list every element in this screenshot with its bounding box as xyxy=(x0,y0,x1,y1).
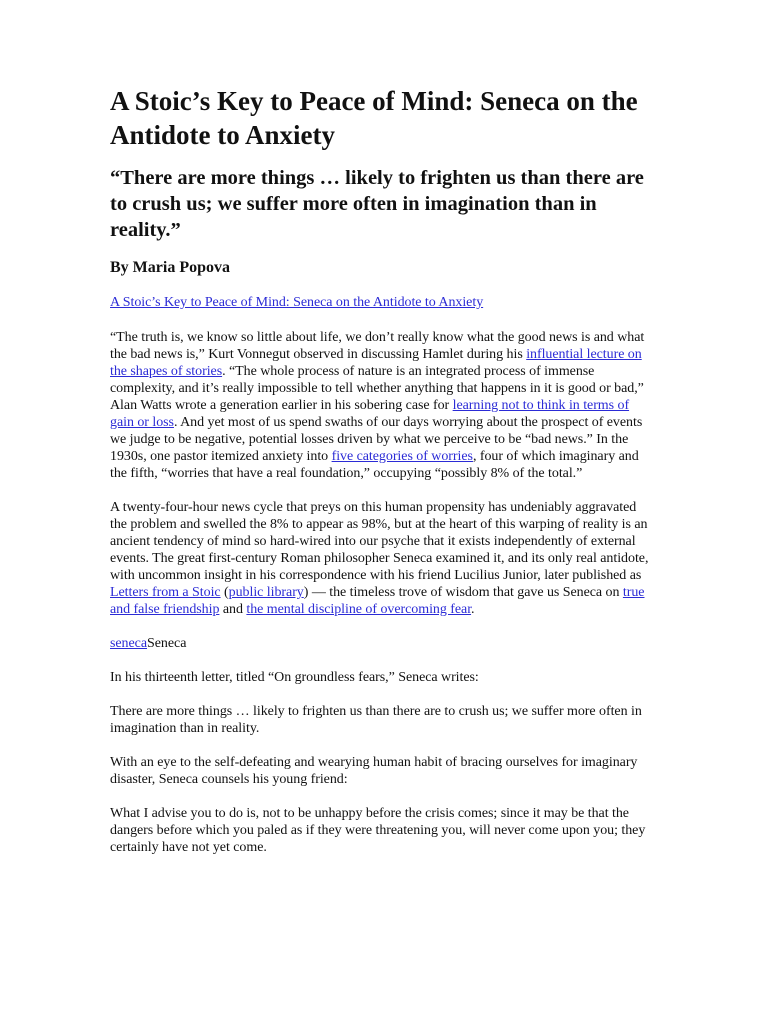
p2-text-2: ( xyxy=(220,585,229,600)
title-link-paragraph xyxy=(110,294,655,311)
p1-text-4: , four of which imaginary and the fifth, “worries that have a real foundation,” occupying “possibly 8% of the total.” xyxy=(110,449,639,481)
p2-text-3: ) — the timeless trove of wisdom that gave us Seneca on xyxy=(303,585,623,600)
p2-text-1: A twenty-four-hour news cycle that preys on this human propensity has undeniably aggravated the problem and swelled the 8% to appear as 98%, but at the heart of this warping of reality is an ancient tendency of mind so hard-wired into our psyche that it exists independently of external events. The great first-century Roman philosopher Seneca examined it, and its only real antidote, with uncommon insight in his correspondence with his friend Lucilius Junior, later published as xyxy=(110,500,649,583)
p2-text-5: . xyxy=(471,602,475,617)
caption-text: Seneca xyxy=(147,636,187,651)
link-overcoming-fear[interactable]: the mental discipline of overcoming fear xyxy=(246,602,472,617)
paragraph-1 xyxy=(110,329,655,482)
p1-text-2: . “The whole process of nature is an integrated process of immense complexity, and it’s really impossible to tell whether anything that happens in it is good or bad,” Alan Watts wrote a generation earlier in his sobering case for xyxy=(110,364,644,413)
link-gain-or-loss[interactable]: learning not to think in terms of gain or loss xyxy=(110,398,630,430)
link-public-library[interactable]: public library xyxy=(228,585,304,600)
paragraph-5: With an eye to the self-defeating and wearying human habit of bracing ourselves for imaginary disaster, Seneca counsels his young friend: xyxy=(110,755,638,787)
image-caption xyxy=(110,635,655,652)
p1-text-3: . And yet most of us spend swaths of our days worrying about the prospect of events we judge to be negative, potential losses driven by what we perceive to be “bad news.” In the 1930s, one pastor itemized anxiety into xyxy=(110,415,643,464)
paragraph-4-quote: There are more things … likely to frighten us than there are to crush us; we suffer more often in imagination than in reality. xyxy=(110,704,642,736)
p1-text-1: “The truth is, we know so little about life, we don’t really know what the good news is and what the bad news is,” Kurt Vonnegut observed in discussing Hamlet during his xyxy=(110,330,645,362)
p2-text-4: and xyxy=(219,602,247,617)
link-shapes-of-stories[interactable]: influential lecture on the shapes of stories xyxy=(110,347,642,379)
paragraph-3: In his thirteenth letter, titled “On groundless fears,” Seneca writes: xyxy=(110,670,479,685)
link-true-and-false-friendship[interactable]: true and false friendship xyxy=(110,585,645,617)
seneca-image-link[interactable]: seneca xyxy=(110,636,148,651)
paragraph-2 xyxy=(110,499,655,618)
link-letters-from-a-stoic[interactable]: Letters from a Stoic xyxy=(110,585,221,600)
byline: By Maria Popova xyxy=(110,259,230,276)
article-body xyxy=(110,84,655,856)
article-title: A Stoic’s Key to Peace of Mind: Seneca on the Antidote to Anxiety xyxy=(110,86,638,150)
link-five-categories-of-worries[interactable]: five categories of worries xyxy=(331,449,473,464)
article-title-link[interactable]: A Stoic’s Key to Peace of Mind: Seneca on the Antidote to Anxiety xyxy=(110,295,484,310)
article-subtitle-quote: “There are more things … likely to frighten us than there are to crush us; we suffer more often in imagination than in reality.” xyxy=(110,167,644,241)
paragraph-6-quote: What I advise you to do is, not to be unhappy before the crisis comes; since it may be that the dangers before which you paled as if they were threatening you, will never come upon you; they certainly have not yet come. xyxy=(110,806,646,855)
